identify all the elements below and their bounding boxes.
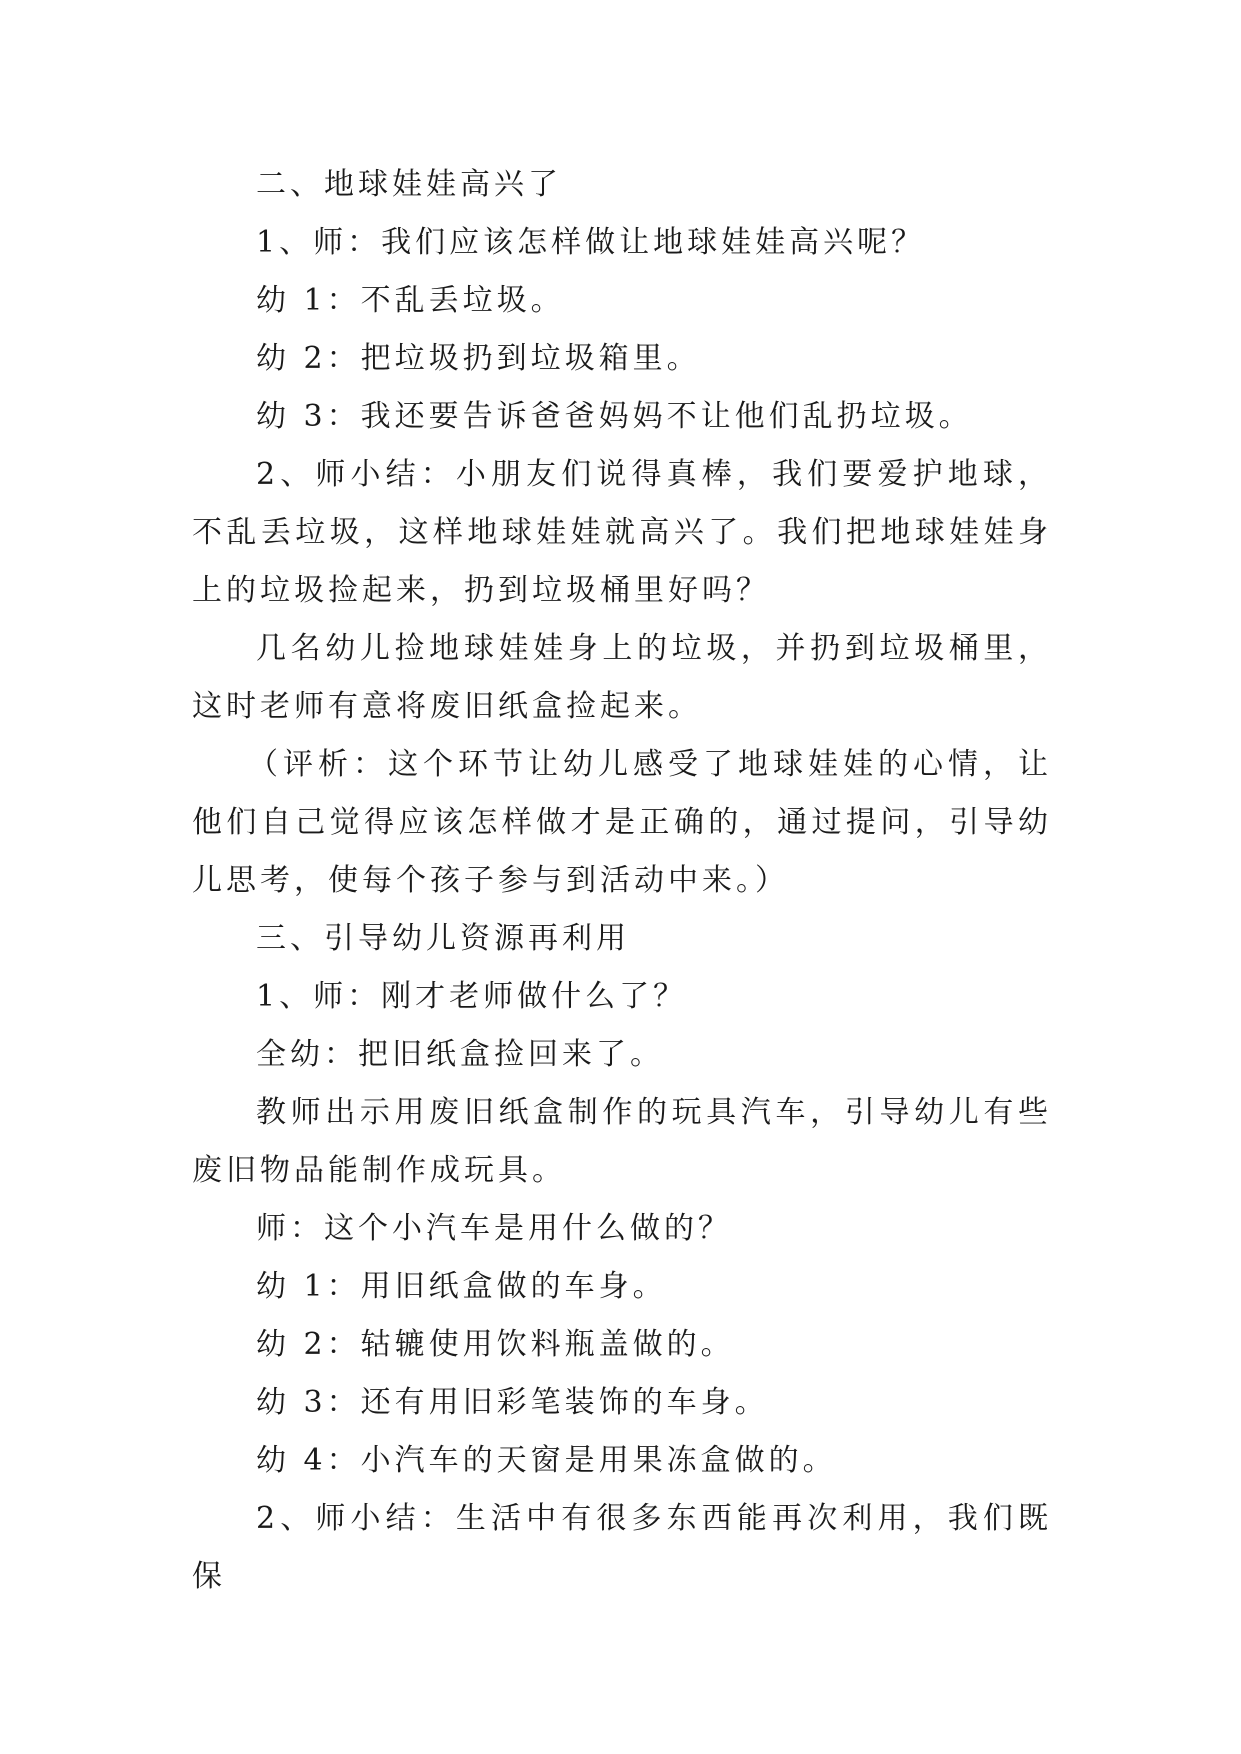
section-heading: 二、地球娃娃高兴了 — [256, 167, 562, 202]
child-answer: 幼 3：还有用旧彩笔装饰的车身。 — [256, 1385, 769, 1420]
child-answer: 幼 2：把垃圾扔到垃圾箱里。 — [256, 341, 701, 376]
section-heading: 三、引导幼儿资源再利用 — [256, 921, 630, 956]
teacher-question: 1、师：我们应该怎样做让地球娃娃高兴呢？ — [256, 225, 926, 260]
child-answer: 幼 3：我还要告诉爸爸妈妈不让他们乱扔垃圾。 — [256, 399, 973, 434]
child-answer: 幼 2：轱辘使用饮料瓶盖做的。 — [256, 1327, 735, 1362]
activity-description: 几名幼儿捡地球娃娃身上的垃圾，并扔到垃圾桶里，这时老师有意将废旧纸盒捡起来。 — [192, 631, 1052, 724]
activity-description: 教师出示用废旧纸盒制作的玩具汽车，引导幼儿有些废旧物品能制作成玩具。 — [192, 1095, 1052, 1188]
teacher-question: 师：这个小汽车是用什么做的？ — [256, 1211, 732, 1246]
child-answer: 幼 4：小汽车的天窗是用果冻盒做的。 — [256, 1443, 837, 1478]
child-answer: 幼 1：不乱丢垃圾。 — [256, 283, 565, 318]
teacher-summary: 2、师小结：小朋友们说得真棒，我们要爱护地球，不乱丢垃圾，这样地球娃娃就高兴了。我们把地球娃娃身上的垃圾捡起来，扔到垃圾桶里好吗？ — [192, 457, 1052, 608]
child-answer: 幼 1：用旧纸盒做的车身。 — [256, 1269, 667, 1304]
teacher-summary: 2、师小结：生活中有很多东西能再次利用，我们既保 — [192, 1501, 1052, 1594]
evaluation-note: （评析：这个环节让幼儿感受了地球娃娃的心情，让他们自己觉得应该怎样做才是正确的，通过提问，引导幼儿思考，使每个孩子参与到活动中来。） — [192, 747, 1052, 898]
teacher-question: 1、师：刚才老师做什么了？ — [256, 979, 688, 1014]
document-body — [192, 156, 1052, 1606]
children-answer: 全幼：把旧纸盒捡回来了。 — [256, 1037, 664, 1072]
